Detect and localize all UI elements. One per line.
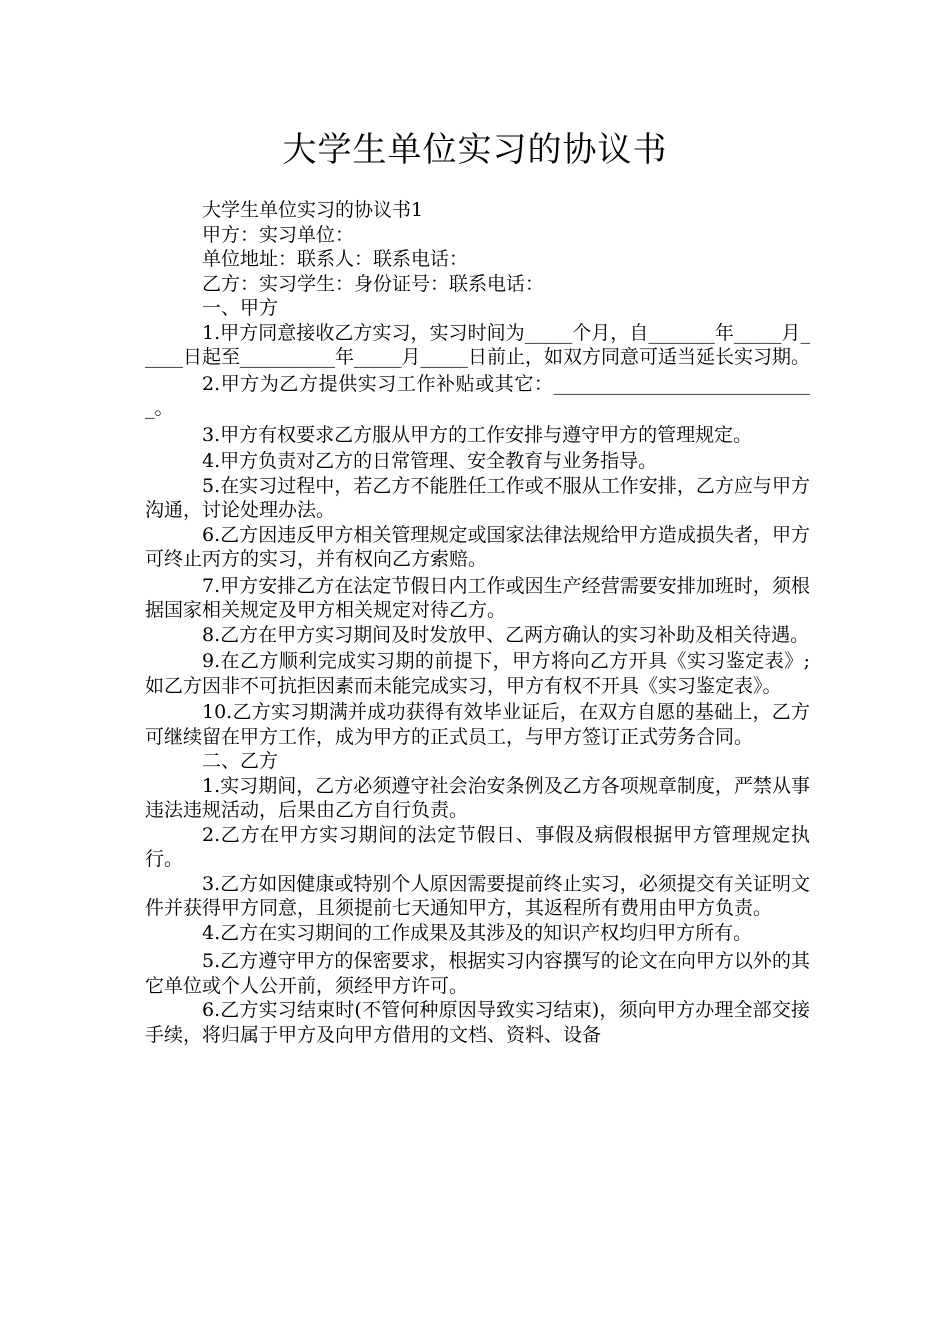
clause-a-1: 1.甲方同意接收乙方实习，实习时间为_____个月，自_______年_____月_____日起至__________年_____月_____日前止，如双方同意可适当延长实习期。 xyxy=(145,321,811,368)
document-body xyxy=(145,198,810,1047)
paragraph-address: 单位地址：联系人：联系电话： xyxy=(202,248,469,270)
clause-b-5: 5.乙方遵守甲方的保密要求，根据实习内容撰写的论文在向甲方以外的其它单位或个人公开前，须经甲方许可。 xyxy=(145,950,810,997)
clause-a-10: 10.乙方实习期满并成功获得有效毕业证后，在双方自愿的基础上，乙方可继续留在甲方工作，成为甲方的正式员工，与甲方签订正式劳务合同。 xyxy=(145,701,810,748)
section-heading-party-a: 一、甲方 xyxy=(202,297,279,319)
document-title: 大学生单位实习的协议书 xyxy=(282,130,668,170)
clause-a-3: 3.甲方有权要求乙方服从甲方的工作安排与遵守甲方的管理规定。 xyxy=(202,423,753,446)
clause-a-2: 2.甲方为乙方提供实习工作补贴或其它：____________________________。 xyxy=(145,372,810,419)
clause-a-8: 8.乙方在甲方实习期间及时发放甲、乙两方确认的实习补助及相关待遇。 xyxy=(202,623,810,646)
paragraph-subtitle: 大学生单位实习的协议书1 xyxy=(202,199,424,221)
paragraph-party-b: 乙方：实习学生：身份证号：联系电话： xyxy=(202,272,545,295)
clause-b-4: 4.乙方在实习期间的工作成果及其涉及的知识产权均归甲方所有。 xyxy=(202,921,753,944)
clause-b-1: 1.实习期间，乙方必须遵守社会治安条例及乙方各项规章制度，严禁从事违法违规活动，后果由乙方自行负责。 xyxy=(145,774,810,821)
clause-a-9: 9.在乙方顺利完成实习期的前提下，甲方将向乙方开具《实习鉴定表》;如乙方因非不可抗拒因素而未能完成实习，甲方有权不开具《实习鉴定表》。 xyxy=(145,650,810,697)
clause-b-6: 6.乙方实习结束时(不管何种原因导致实习结束)，须向甲方办理全部交接手续，将归属于甲方及向甲方借用的文档、资料、设备 xyxy=(145,999,810,1046)
section-heading-party-b: 二、乙方 xyxy=(202,750,279,772)
clause-a-7: 7.甲方安排乙方在法定节假日内工作或因生产经营需要安排加班时，须根据国家相关规定及甲方相关规定对待乙方。 xyxy=(145,574,810,621)
clause-a-4: 4.甲方负责对乙方的日常管理、安全教育与业务指导。 xyxy=(202,450,658,472)
clause-a-5: 5.在实习过程中，若乙方不能胜任工作或不服从工作安排，乙方应与甲方沟通，讨论处理办法。 xyxy=(145,474,810,521)
clause-b-2: 2.乙方在甲方实习期间的法定节假日、事假及病假根据甲方管理规定执行。 xyxy=(145,823,810,870)
paragraph-party-a: 甲方：实习单位： xyxy=(202,223,355,246)
clause-a-6: 6.乙方因违反甲方相关管理规定或国家法律法规给甲方造成损失者，甲方可终止丙方的实习，并有权向乙方索赔。 xyxy=(145,523,810,570)
clause-b-3: 3.乙方如因健康或特别个人原因需要提前终止实习，必须提交有关证明文件并获得甲方同意，且须提前七天通知甲方，其返程所有费用由甲方负责。 xyxy=(145,872,810,919)
